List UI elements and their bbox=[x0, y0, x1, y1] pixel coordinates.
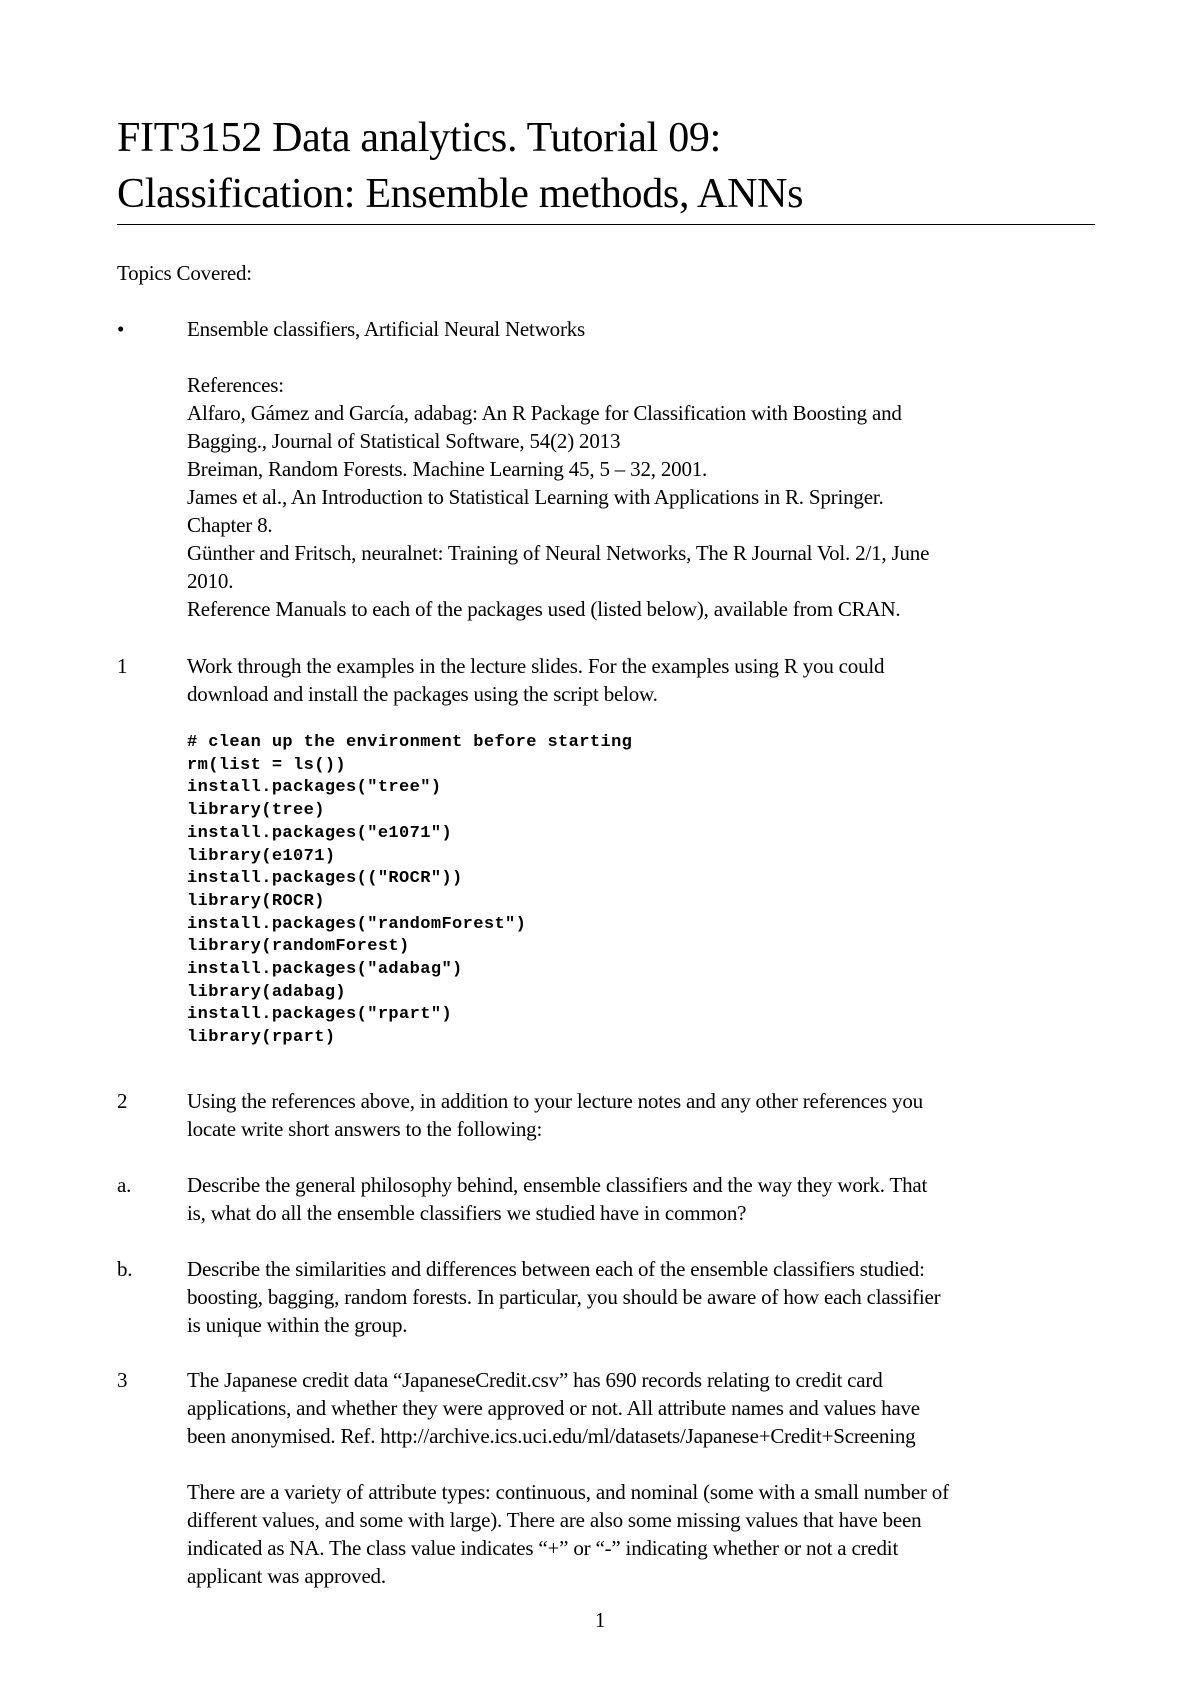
question-line: Describe the general philosophy behind, ensemble classifiers and the way they work. That bbox=[187, 1173, 928, 1197]
question-line: The Japanese credit data “JapaneseCredit.csv” has 690 records relating to credit card bbox=[187, 1368, 883, 1392]
code-line: rm(list = ls()) bbox=[187, 755, 347, 775]
code-line: library(e1071) bbox=[187, 846, 336, 866]
code-line: library(rpart) bbox=[187, 1028, 336, 1048]
document-title bbox=[117, 110, 1095, 225]
code-line: install.packages("e1071") bbox=[187, 823, 453, 843]
reference-line: Reference Manuals to each of the packages used (listed below), available from CRAN. bbox=[187, 597, 901, 621]
question-2-text bbox=[187, 1087, 1107, 1143]
question-line: boosting, bagging, random forests. In particular, you should be aware of how each classifier bbox=[187, 1285, 941, 1309]
question-2b-text bbox=[187, 1255, 1107, 1339]
bullet-text: Ensemble classifiers, Artificial Neural Networks bbox=[187, 317, 586, 341]
reference-line: Chapter 8. bbox=[187, 513, 273, 537]
page-number: 1 bbox=[594, 1608, 606, 1632]
code-line: install.packages("rpart") bbox=[187, 1005, 453, 1025]
topics-label: Topics Covered: bbox=[117, 261, 252, 285]
question-line: Using the references above, in addition to your lecture notes and any other references you bbox=[187, 1089, 923, 1113]
question-line: applications, and whether they were approved or not. All attribute names and values have bbox=[187, 1396, 920, 1420]
code-line: # clean up the environment before starting bbox=[187, 733, 633, 752]
question-line: applicant was approved. bbox=[187, 1564, 386, 1588]
references-heading: References: bbox=[187, 373, 284, 397]
question-line: locate write short answers to the following: bbox=[187, 1117, 543, 1141]
reference-line: Günther and Fritsch, neuralnet: Training of Neural Networks, The R Journal Vol. 2/1, June bbox=[187, 541, 930, 565]
question-line: Describe the similarities and differences between each of the ensemble classifiers studied: bbox=[187, 1257, 925, 1281]
code-line: install.packages(("ROCR")) bbox=[187, 869, 463, 889]
question-number: 3 bbox=[117, 1368, 128, 1392]
question-1-text bbox=[187, 652, 1107, 708]
r-code-block bbox=[187, 732, 632, 1050]
reference-line: Breiman, Random Forests. Machine Learning 45, 5 – 32, 2001. bbox=[187, 457, 708, 481]
question-line: There are a variety of attribute types: continuous, and nominal (some with a small number of bbox=[187, 1480, 949, 1504]
reference-line: Alfaro, Gámez and García, adabag: An R Package for Classification with Boosting and bbox=[187, 401, 902, 425]
question-number: 2 bbox=[117, 1089, 128, 1113]
question-2a-text bbox=[187, 1171, 1107, 1227]
question-letter: b. bbox=[117, 1257, 133, 1281]
title-line-2: Classification: Ensemble methods, ANNs bbox=[117, 171, 804, 217]
question-line: download and install the packages using the script below. bbox=[187, 682, 658, 706]
question-line: is, what do all the ensemble classifiers we studied have in common? bbox=[187, 1201, 747, 1225]
question-line: indicated as NA. The class value indicates “+” or “-” indicating whether or not a credit bbox=[187, 1536, 899, 1560]
code-line: library(randomForest) bbox=[187, 937, 410, 957]
question-number: 1 bbox=[117, 654, 128, 678]
reference-line: James et al., An Introduction to Statistical Learning with Applications in R. Springer. bbox=[187, 485, 884, 509]
question-line: is unique within the group. bbox=[187, 1313, 408, 1337]
code-line: install.packages("tree") bbox=[187, 778, 442, 798]
question-line: Work through the examples in the lecture slides. For the examples using R you could bbox=[187, 654, 885, 678]
code-line: library(tree) bbox=[187, 801, 325, 821]
bullet-marker: • bbox=[117, 317, 125, 341]
title-line-1: FIT3152 Data analytics. Tutorial 09: bbox=[117, 115, 721, 161]
question-line: different values, and some with large). There are also some missing values that have been bbox=[187, 1508, 922, 1532]
code-line: library(adabag) bbox=[187, 982, 347, 1002]
reference-line: Bagging., Journal of Statistical Software, 54(2) 2013 bbox=[187, 429, 621, 453]
question-line: been anonymised. Ref. http://archive.ics.uci.edu/ml/datasets/Japanese+Credit+Screening bbox=[187, 1424, 916, 1448]
bullet-content bbox=[187, 315, 1107, 623]
code-line: install.packages("adabag") bbox=[187, 960, 463, 980]
question-3-text bbox=[187, 1366, 1107, 1590]
question-letter: a. bbox=[117, 1173, 132, 1197]
code-line: library(ROCR) bbox=[187, 891, 325, 911]
code-line: install.packages("randomForest") bbox=[187, 914, 527, 934]
reference-line: 2010. bbox=[187, 569, 234, 593]
